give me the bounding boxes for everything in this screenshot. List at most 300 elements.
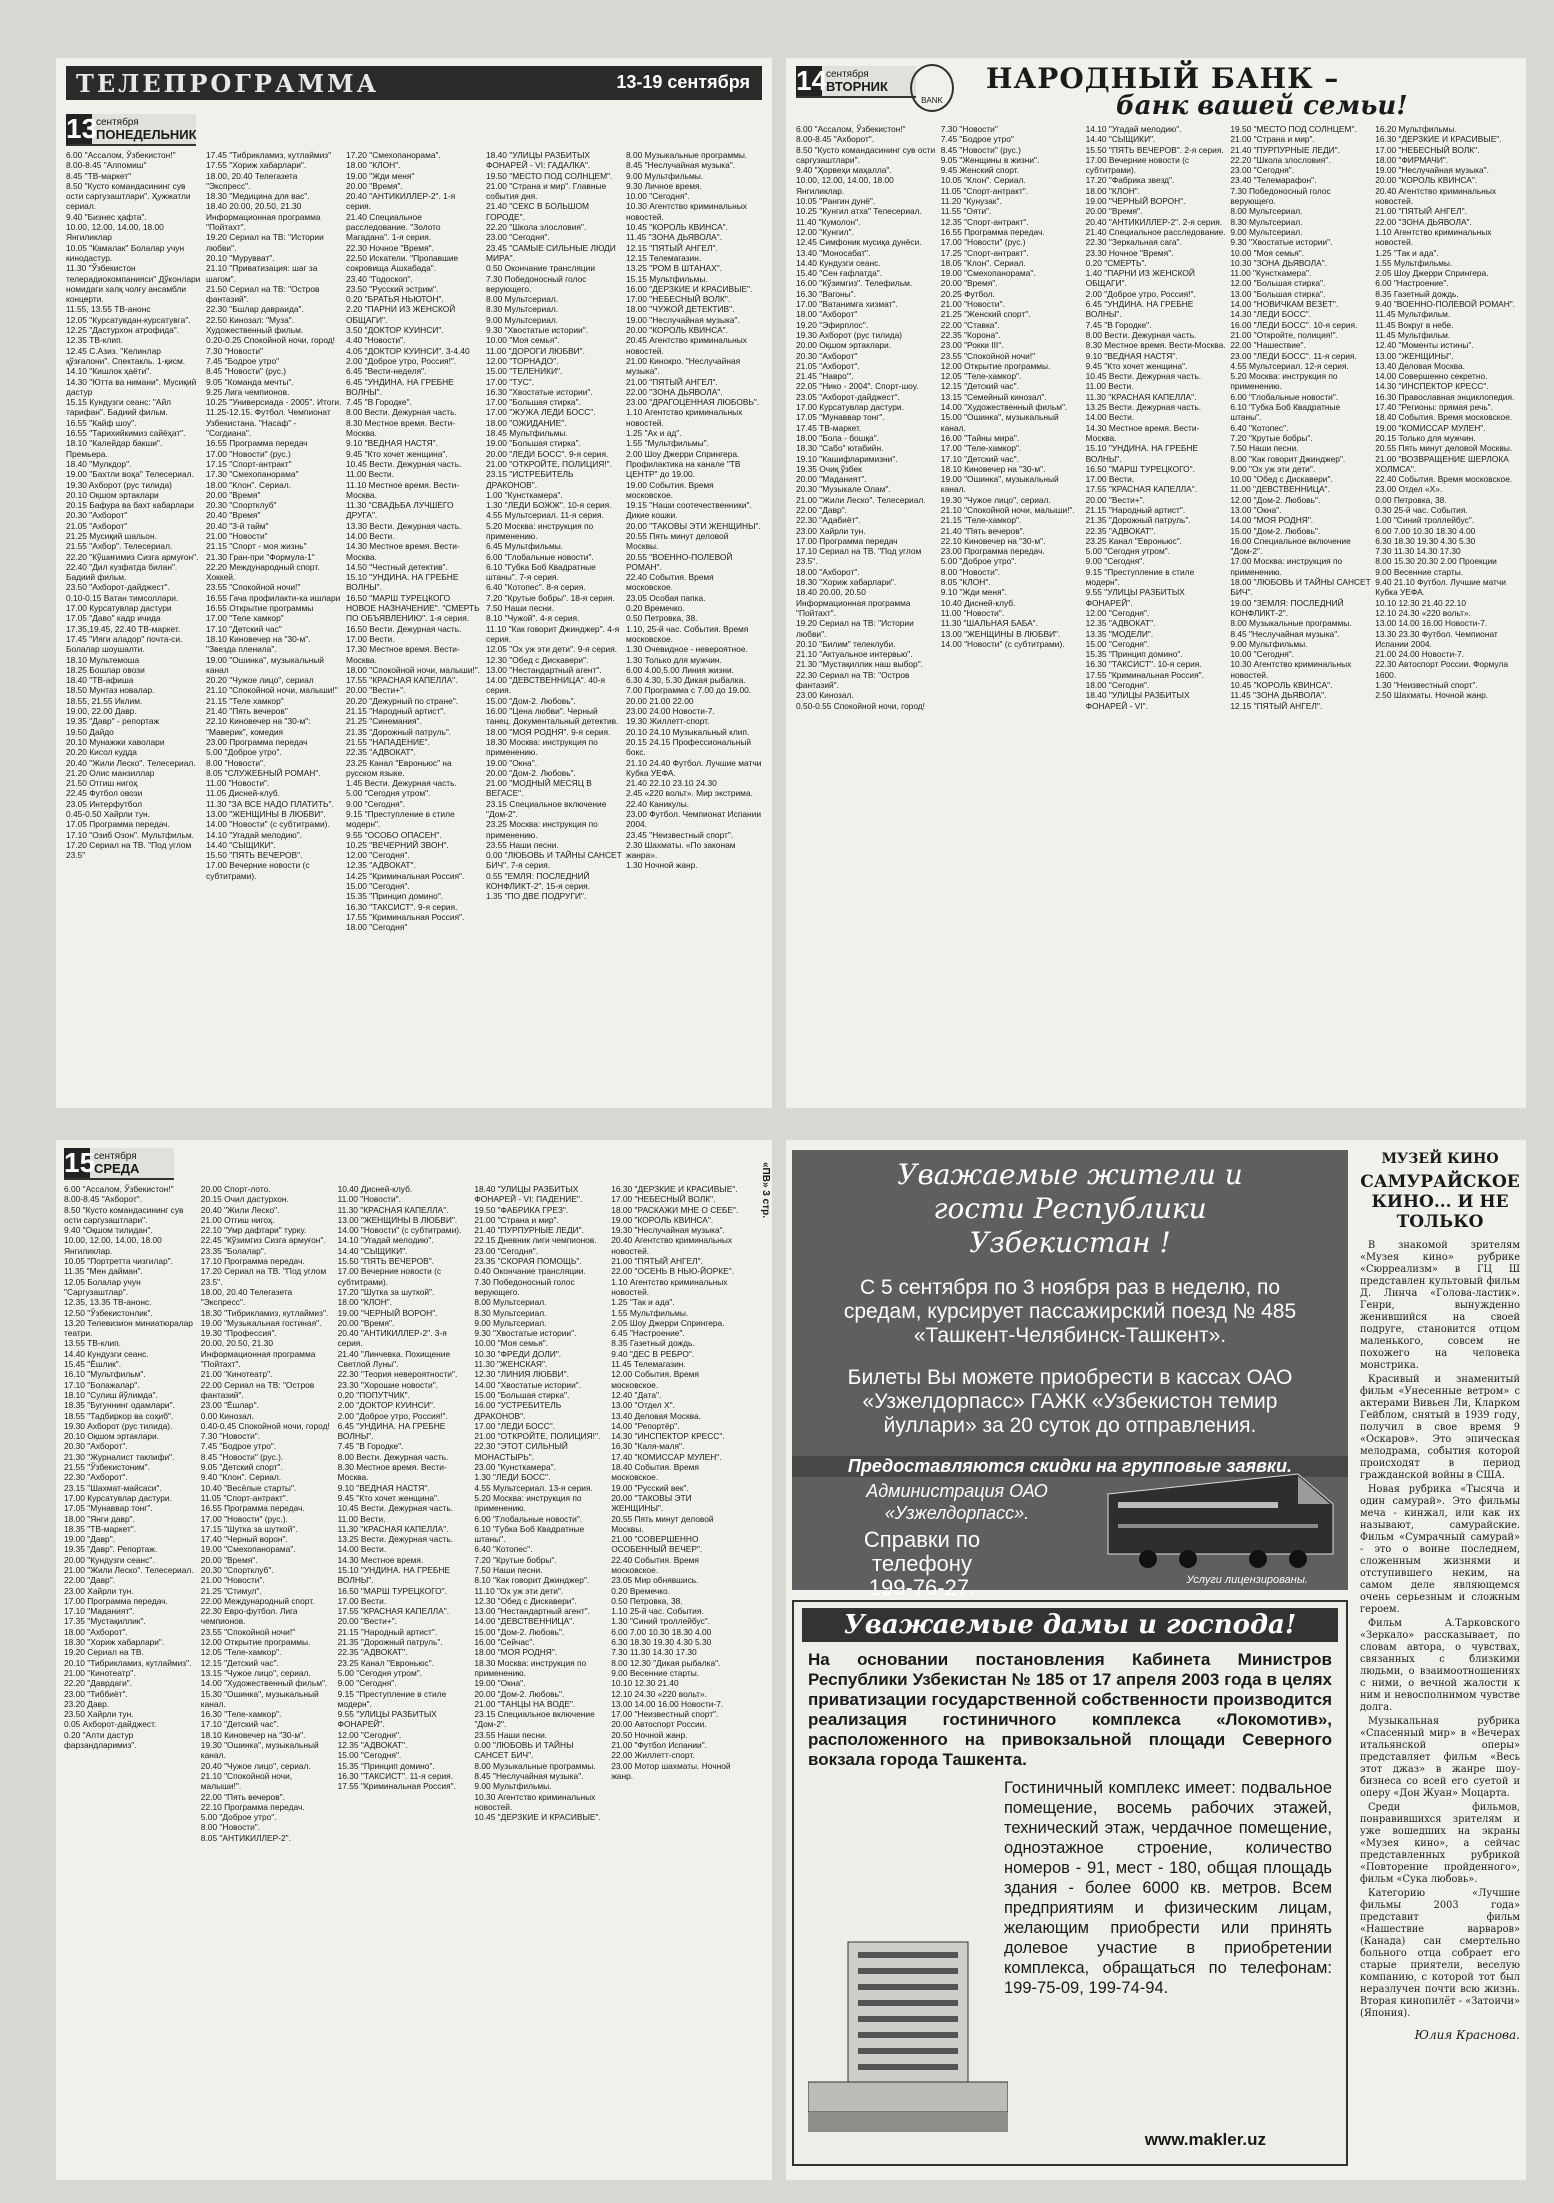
program-listing: 18.50 Мунтаз новалар. (66, 685, 155, 696)
program-listing: 23.00 "Сегодня". (486, 232, 550, 243)
program-listing: 19.00 "ЧЕРНЫЙ ВОРОН". (1085, 196, 1186, 207)
program-listing: 22.00 "Нашествие". (1230, 340, 1306, 351)
program-listing: 17.00 Курсатувлар дастури. (64, 1492, 172, 1503)
program-listing: 17.00 Вести. (1085, 474, 1135, 485)
program-listing: 17.00 Вести. (337, 1595, 387, 1606)
program-listing: 20.00 Спорт-лото. (200, 1184, 271, 1194)
program-listing: 8.10 "Чужой". 4-я серия. (486, 613, 580, 624)
program-listing: 22.00 "Давр". (796, 504, 847, 515)
program-listing: 21.00 "ОТКРОЙТЕ, ПОЛИЦИЯ!". (474, 1431, 601, 1442)
train-ad (792, 1150, 1348, 1600)
program-listing: 10.25 "ВЕЧЕРНИЙ ЗВОН". (346, 839, 449, 850)
program-listing: 20.10 Мунажжи хаволари (66, 736, 165, 747)
program-listing: 14.00 "Художественный фильм". (940, 402, 1068, 413)
program-listing: 23.55 Наши песни. (486, 839, 559, 850)
program-listing: 19.00 "Русский век". (611, 1482, 689, 1493)
program-listing: 19.00 "КОМИССАР МУЛЕН". (1375, 422, 1486, 433)
program-listing: 23.00 Программа передач (206, 736, 308, 747)
program-listing: 20.00 "Вести+". (337, 1616, 397, 1627)
program-listing: 20.20 Кисол кудда (66, 747, 137, 758)
program-listing: 20.40 "Жили Леско". Телесериал. (66, 757, 196, 768)
program-listing: 19.35 "Давр". Репортаж. (64, 1544, 158, 1555)
program-listing: 18.00 "ОЖИДАНИЕ". (486, 417, 567, 428)
program-listing: 17.00 Москва: инструкция по применению. (1230, 556, 1343, 577)
program-listing: 18.00 "Бола - бошқа". (796, 432, 880, 443)
program-listing: 6.00 "Настроение". (1375, 278, 1449, 289)
hotel-ad-body: На основании постановления Кабинета Министров Республики Узбекистан № 185 от 17 апреля 2003 года в целях приватизации государственной собственности производится реализация гостиничного комплекса «Локомотив», расположенного на привокзальной площади Северного вокзала города Ташкента. (808, 1650, 1332, 1769)
program-listing: 22.00 Жиллетт-спорт. (611, 1750, 695, 1761)
program-listing: 21.00 "ПЯТЫЙ АНГЕЛ". (626, 376, 718, 387)
program-listing: 23.15 Специальное включение "Дом-2". (486, 798, 607, 819)
program-listing: 13.40 "Моносабат". (796, 247, 871, 258)
program-listing: 17.00 Курсатувлар дастури (66, 603, 172, 614)
program-listing: 8.30 Мультсериал. (1230, 216, 1303, 227)
program-listing: 20.00 "Время" (206, 489, 261, 500)
program-listing: 11.10 "Как говорит Джинджер". 4-я серия. (486, 623, 620, 644)
train-ad-admin: Администрация ОАО «Узжелдорпасс». (866, 1481, 1048, 1523)
program-listing: 18.30 Москва: инструкция по применению. (474, 1657, 587, 1678)
program-listing: 20.00 "ТАКОВЫ ЭТИ ЖЕНЩИНЫ". (626, 520, 761, 531)
program-listing: 6.45 "УНДИНА. НА ГРЕБНЕ ВОЛНЫ". (1085, 299, 1194, 320)
program-listing: 18.35 "ТВ-маркет". (64, 1523, 137, 1534)
hotel-ad-website: www.makler.uz (1144, 2130, 1266, 2149)
program-listing: 17.10 "Детский час". (940, 453, 1019, 464)
article-masthead: МУЗЕЙ КИНО (1381, 1151, 1499, 1167)
program-listing: 18.00 "РАСКАЖИ МНЕ О СЕБЕ". (611, 1204, 739, 1215)
program-listing: 10.05 "Клон". Сериал. (940, 175, 1026, 186)
program-listing: 8.00 Музыкальные программы. (626, 150, 748, 160)
program-listing: 19.50 "ФАБРИКА ГРЕЗ". (474, 1204, 569, 1215)
program-listing: 8.00 "Новости". (206, 757, 266, 768)
program-listing: 17.10 "Детский час" (206, 623, 282, 634)
program-listing: 17.10 Сериал на ТВ. "Под углом 23.5". (796, 546, 922, 567)
program-listing: 0.20-0.25 Спокойной ночи, город! (206, 335, 336, 346)
program-column (206, 150, 342, 1098)
program-listing: 21.25 "Женский спорт". (940, 309, 1031, 320)
program-listing: 21.00 "Страна и мир". Главные события дня. (486, 180, 607, 202)
program-listing: 17.00 Вести. (346, 633, 395, 644)
program-listing: 18.10 Киновечер на "30-м". (940, 463, 1046, 474)
program-listing: 15.15 Кундузги сеанс: "Айл тарифан". Бадиий фильм. (66, 397, 172, 418)
program-listing: 14.30 "ЛЕДИ БОСС". (1230, 309, 1312, 320)
program-listing: 23.25 Москва: инструкция по применению. (486, 819, 598, 840)
program-listing: 3.50 "ДОКТОР КУИНСИ". (346, 325, 444, 336)
program-listing: 6.00 "Ассалом, Ўзбекистон!" (66, 150, 176, 160)
program-listing: 8.50 "Кусто командасининг сув ости саргузаштлари". (64, 1204, 184, 1225)
program-column (611, 1184, 744, 2170)
program-listing: 20.40 "Время" (206, 510, 261, 521)
program-listing: 20.55 Пять минут деловой Москвы. (626, 530, 729, 552)
program-listing: 15.00 "Ошинка", музыкальный канал. (940, 412, 1059, 433)
program-listing: 0.20 "Алти дастур фарзандларимиз". (64, 1729, 137, 1751)
program-listing: 22.20 "Кўшиғимиз Сизга армуғон". (66, 551, 199, 562)
program-listing: 17.20 Сериал на ТВ. "Под углом 23.5" (66, 839, 192, 861)
program-listing: 20.55 Пять минут деловой Москвы. (1375, 443, 1513, 454)
program-listing: 11.40 "Кумолон". (796, 216, 861, 227)
program-listing: 11.00 Вести. (1085, 381, 1134, 392)
program-listing: 2.30 Шахматы. «По законам жанра». (626, 839, 736, 861)
program-listing: 8.45 "Неслучайная музыка". (626, 160, 736, 171)
article-paragraph: Музыкальная рубрика «Спасенный мир» в «Вечерах итальянской оперы» представляет фильм «Весь этот джаз» в жанре шоу-бизнеса со всей его суетой и оперу «Дон Жуан» Моцарта. (1360, 1716, 1520, 1799)
day-weekday: ПОНЕДЕЛЬНИК (96, 127, 197, 142)
program-listing: 6.40 "Котопес". (474, 1544, 533, 1555)
program-listing: 12.35 ТВ-клип. (66, 335, 123, 346)
program-listing: 7.45 "В Городке". (337, 1441, 404, 1452)
program-listing: 16.20 Мультфильмы. (1375, 124, 1457, 134)
program-listing: 16.30 Православная энциклопедия. (1375, 391, 1515, 402)
program-listing: 23.40 "Годоскоп". (346, 273, 413, 284)
program-listing: 1.45 Вести. Дежурная часть. (346, 778, 457, 789)
program-listing: 17.05 Программа передач. (66, 819, 170, 830)
program-listing: 0.20 "СМЕРТЬ". (1085, 257, 1147, 268)
hotel-building-icon (808, 1922, 1008, 2132)
program-listing: 20.00 "Время". (940, 278, 998, 289)
program-listing: 17.20 "Шутка за шуткой". (337, 1286, 435, 1297)
program-listing: 11.05 "Спорт-антракт". (200, 1492, 289, 1503)
program-listing: 9.05 "Детский спорт". (200, 1462, 283, 1473)
program-listing: 21.00 Отгиш нигоҳ. (200, 1214, 275, 1225)
program-listing: 17.00 "ЖУЖА ЛЕДИ БОСС". (486, 407, 596, 418)
program-listing: 23.35 "Болалар". (200, 1245, 267, 1256)
program-listing: 21.05 "Ахборот". (796, 360, 860, 371)
program-listing: 20.00 21.00 22.00 (626, 695, 694, 706)
program-listing: 9.00 Мультфильмы. (474, 1781, 552, 1792)
program-listing: 2.00 "ДОКТОР КУИНСИ". (337, 1400, 436, 1411)
program-listing: 8.30 Мультсериал. (474, 1307, 547, 1318)
program-listing: 18.55, 21.55 Иклим. (66, 695, 143, 706)
program-listing: 21.00 "Кинотеатр". (64, 1667, 136, 1678)
program-listing: 13.25 Вести. Дежурная часть. (337, 1534, 454, 1545)
program-listing: 0.50 Петровка, 38. (626, 613, 698, 624)
program-listing: 17.00 "Неизвестный спорт". (611, 1709, 719, 1720)
program-listing: 17.10 "Маданият". (64, 1606, 135, 1617)
program-listing: 15.50 "ПЯТЬ ВЕЧЕРОВ". 2-я серия. (1085, 144, 1224, 155)
program-listing: 10.45 "КОРОЛЬ КВИНСА". (1230, 680, 1333, 691)
program-listing: 14.00 "МОЯ РОДНЯ". (1230, 515, 1314, 526)
program-listing: 16.30 "ДЕРЗКИЕ И КРАСИВЫЕ". (1375, 134, 1502, 145)
program-listing: 15.30 "Ошинка", музыкальный канал. (200, 1688, 319, 1709)
program-listing: 11.30 "Ўзбекистон телерадиокомпанияси" Дўконлари номидаги халқ чолғу ансамбли концерти. (66, 263, 201, 305)
program-listing: 13.15 "Семейный кинозал". (940, 391, 1047, 402)
program-listing: 14.10 "Угадай мелодию". (206, 829, 303, 840)
day-number: 13 (66, 113, 98, 144)
program-listing: 21.00 "ОТКРОЙТЕ, ПОЛИЦИЯ!". (486, 458, 612, 469)
program-listing: 19.30 Ахборот (рус тилида) (796, 329, 903, 340)
program-listing: 14.10 "Кишлок ҳаёти". (66, 366, 152, 377)
program-listing: 15.35 "Принцип домино". (346, 891, 444, 902)
program-listing: 15.10 "УНДИНА. НА ГРЕБНЕ ВОЛНЫ". (337, 1564, 450, 1586)
day-header-wednesday (64, 1148, 174, 1180)
program-listing: 10.00, 12.00, 14.00, 18.00 Янгиликлар (66, 222, 164, 243)
program-listing: 21.40 "Линчевка. Похищение Светлой Луны". (337, 1348, 451, 1370)
program-listing: 23.40 "Телемарафон". (1230, 175, 1317, 186)
program-listing: 23.20 Давр. (64, 1698, 110, 1709)
program-listing: 21.35 "Дорожный патруль". (346, 726, 452, 737)
program-listing: 11.45 Телемагазин. (611, 1359, 686, 1370)
program-listing: 12.05 "Ох уж эти дети". 9-я серия. (486, 644, 618, 655)
program-listing: 10.40 Дисней-клуб. (337, 1184, 413, 1194)
program-listing: 10.00 "Сегодня". (1230, 649, 1295, 660)
program-listing: 15.00 "Большая стирка". (474, 1389, 570, 1400)
train-ad-discount: Предоставляются скидки на групповые заявки. (792, 1456, 1348, 1477)
program-listing: 0.30 25-й час. События. (1375, 504, 1468, 515)
program-listing: 9.45 "Кто хочет женщина". (1085, 360, 1188, 371)
program-listing: 16.55 Открытие программы (206, 603, 314, 614)
program-listing: 22.10 "Умр дафтари" турку. (200, 1225, 307, 1236)
program-listing: 21.30 "Мустақиллик наш выбор". (796, 659, 924, 670)
program-listing: 11.45 Мультфильм. (1375, 329, 1451, 340)
program-listing: 21.00 Кинокро. "Неслучайная музыка". (626, 355, 741, 377)
program-listing: 16.55 Программа передач. (940, 226, 1045, 237)
program-listing: 10.00 "Моя семья". (486, 335, 560, 346)
tv-page-wednesday (56, 1140, 772, 2180)
program-listing: 13.25 Вести. Дежурная часть. (1085, 402, 1202, 413)
program-listing: 11.45 "ЗОНА ДЬЯВОЛА". (626, 232, 723, 243)
program-listing: 21.00 "Откройте, полиция!". (1230, 329, 1338, 340)
program-listing: 15.00 "Дом-2. Любовь". (1230, 525, 1321, 536)
program-listing: 0.20 "ПОПУТЧИК". (337, 1389, 410, 1400)
program-listing: 12.10 24.30 «220 вольт». (611, 1688, 707, 1699)
program-listing: 17.00 "Новости" (рус.) (940, 237, 1026, 248)
program-listing: 22.00 Международный спорт. (200, 1595, 315, 1606)
program-listing: 21.20 Олис манзиллар (66, 767, 155, 778)
program-listing: 8.50 "Кусто командасининг сув ости саргузаштлари". Ҳужжатли сериал. (66, 180, 191, 212)
program-listing: 5.20 Москва: инструкция по применению. (474, 1492, 582, 1514)
bank-slogan: банк вашей семьи! (1116, 91, 1408, 121)
program-listing: 4.55 Мультсериал. 12-я серия. (1230, 360, 1349, 371)
program-listing: 16.30 "Вагоны". (796, 288, 856, 299)
program-listing: 19.30 "Чужое лицо", сериал. (940, 494, 1051, 505)
program-listing: 21.35 "Дорожный патруль". (1085, 515, 1191, 526)
program-listing: 16.10 "Мультфильм". (64, 1369, 146, 1380)
program-listing: 16.55 Программа передач. (200, 1503, 305, 1514)
program-listing: 19.00 "ЗЕМЛЯ: ПОСЛЕДНИЙ КОНФЛИКТ-2". (1230, 597, 1344, 618)
program-listing: 0.40-0.45 Спокойной ночи, город! (200, 1420, 330, 1431)
program-listing: 21.50 Сериал на ТВ: "Остров фантазий". (206, 283, 320, 305)
program-listing: 10.05 "Рангин дунё". (796, 196, 876, 207)
program-listing: 1.30 Очевидное - невероятное. (626, 644, 748, 655)
program-listing: 20.55 "ВОЕННО-ПОЛЕВОЙ РОМАН". (626, 551, 733, 572)
program-listing: 23.15 "Шахмат-майсаси". (64, 1482, 162, 1493)
program-listing: 22.05 "Нико - 2004". Спорт-шоу. (796, 381, 919, 392)
program-listing: 12.00 Открытие программы. (940, 360, 1051, 371)
program-listing: 17.00 "Большая стирка". (486, 397, 581, 408)
program-listing: 16.00 "Сейчас". (474, 1637, 535, 1648)
program-listing: 18.00 "МОЯ РОДНЯ". 9-я серия. (486, 726, 611, 737)
program-listing: 16.30 "Теле-хамкор". (200, 1709, 282, 1720)
program-listing: 17.00 "Теле хамкор" (206, 613, 284, 624)
train-ad-phone-label: Справки по телефону (863, 1527, 981, 1576)
program-listing: 17.10 Программа передач. (200, 1256, 305, 1267)
program-listing: 23.05 Мир обнявшись. (611, 1575, 699, 1586)
program-listing: 7.30 "Новости" (940, 124, 998, 134)
program-listing: 20.30 "Ахборот" (66, 510, 128, 521)
program-listing: 2.45 «220 вольт». Мир экстрима. (626, 788, 753, 799)
program-listing: 19.00 "Неслучайная музыка". (1375, 165, 1489, 176)
program-listing: 13.00 "ЖЕНЩИНЫ". (1375, 350, 1454, 361)
program-listing: 22.20 "Школа злословия". (1230, 154, 1331, 165)
program-listing: 21.00 "Новости". (940, 299, 1005, 310)
program-listing: 16.50 "МАРШ ТУРЕЦКОГО НОВОЕ НАЗНАЧЕНИЕ". "СМЕРТЬ ПО ОБЪЯВЛЕНИЮ". 1-я серия. (346, 592, 480, 624)
program-listing: 9.10 "Жди меня". (940, 587, 1007, 598)
program-listing: 9.45 "Кто хочет женщина". (346, 448, 448, 459)
program-listing: 16.00 Специальное включение "Дом-2". (1230, 535, 1351, 557)
program-listing: 6.40 "Котопес". (1230, 422, 1289, 433)
program-listing: 21.05 "Ахборот" (66, 520, 128, 531)
program-listing: 22.45 "Кўзимгиз Сизга армуғон". (200, 1235, 326, 1246)
program-listing: 22.00 Сериал на ТВ: "Остров фантазий". (200, 1379, 315, 1400)
program-listing: 6.45 "Настроение". (611, 1328, 685, 1339)
program-listing: 17.00 Вечерние новости (с субтитрами). (206, 860, 310, 881)
program-listing: 9.15 "Преступление в стиле модерн". (346, 809, 455, 830)
program-listing: 18.40 События. Время московское. (611, 1462, 699, 1483)
program-listing: 9.30 "Хвостатые истории". (486, 325, 589, 336)
program-listing: 13.00 "ЖЕНЩИНЫ В ЛЮБВИ". (206, 809, 326, 819)
program-listing: 6.45 "УНДИНА. НА ГРЕБНЕ ВОЛНЫ". (346, 376, 454, 397)
program-listing: 4.55 Мультсериал. 13-я серия. (474, 1482, 593, 1493)
program-listing: 18.55 "Тадбиркор ва соҳиб". (64, 1410, 174, 1421)
program-listing: 9.00 Мультсериал. (474, 1317, 547, 1328)
hotel-ad-details: Гостиничный комплекс имеет: подвальное помещение, восемь рабочих этажей, технический этаж, чердачное помещение, одноэтажное строение, количество номеров - 91, мест - 180, общая площадь здания - более 6000 кв. метров. Всем предприятиям и физическим лицам, желающим приобрести или принять долевое участие в приобретении комплекса, обращаться по телефонам: 199-75-09, 199-74-94. (1004, 1779, 1332, 1997)
program-listing: 23.50 "Ахборот-дайджест". (66, 582, 170, 593)
program-listing: 19.20 Сериал на ТВ: "Истории любви". (796, 618, 914, 639)
program-listing: 10.45 Вести. Дежурная часть. (1085, 371, 1202, 382)
program-listing: 12.05 Болалар учун "Саргузаштлар". (64, 1276, 141, 1297)
program-listing: 21.30 "Журналист таклифи". (64, 1451, 175, 1462)
program-column (486, 150, 622, 1098)
program-listing: 18.00 "ЛЮБОВЬ И ТАЙНЫ САНСЕТ БИЧ". (1230, 577, 1371, 598)
program-listing: 23.45 "Неизвестный спорт". (626, 829, 734, 840)
program-listing: 16.55 Программа передач (206, 438, 308, 449)
program-listing: 6.00 "Ассалом, Ўзбекистон!" (796, 124, 906, 134)
program-listing: 0.00 Кинозал. (200, 1410, 254, 1421)
program-listing: 17.05 "Даво" кадр ичида (66, 613, 161, 624)
program-listing: 9.10 "ВЕДНАЯ НАСТЯ". (1085, 350, 1178, 361)
program-listing: 21.00 "ПЯТЫЙ АНГЕЛ". (611, 1256, 703, 1267)
program-listing: 2.00 "Доброе утро, Россия!". (337, 1410, 448, 1421)
program-listing: 13.00 "Нестандартный агент". (474, 1606, 591, 1617)
program-listing: 18.00 "КЛОН". (346, 160, 401, 171)
program-listing: 18.05 "Клон". Сериал. (940, 257, 1026, 268)
program-listing: 9.00 "Сегодня". (346, 798, 405, 809)
program-listing: 0.20 Времечко. (626, 603, 685, 614)
program-listing: 14.40 "СЫЩИКИ". (206, 839, 276, 850)
program-listing: 6.30 18.30 19.30 4.30 5.30 (611, 1637, 712, 1648)
program-listing: 9.00 "Сегодня". (337, 1678, 397, 1689)
program-listing: 11.35 "Мен дайман". (64, 1266, 143, 1277)
program-listing: 21.15 "Народный артист". (346, 706, 446, 717)
program-listing: 12.05 "Теле-хамкор". (940, 371, 1022, 382)
program-listing: 1.00 "Синий троллейбус". (1375, 515, 1475, 526)
program-listing: 21.00 "Футбол Испании". (611, 1740, 708, 1751)
program-listing: 17.40 "Регионы: прямая речь". (1375, 402, 1493, 413)
program-listing: 9.25 Лига чемпионов. (206, 386, 290, 397)
program-listing: 5.20 Москва: инструкция по применению. (486, 520, 594, 541)
program-listing: 8.10 "Как говорит Джинджер". (474, 1575, 590, 1586)
program-listing: 17.00 "НЕБЕСНЫЙ ВОЛК". (626, 294, 731, 305)
program-listing: 10.00 "Моя семья". (474, 1338, 549, 1349)
program-listing: 16.00 "Тайны мира". (940, 432, 1020, 443)
program-listing: 14.00 Вести. (346, 530, 395, 541)
program-listing: 11.30 "КРАСНАЯ КАПЕЛЛА". (1085, 391, 1197, 402)
program-listing: 17.55 "Криминальная Россия". (337, 1781, 456, 1792)
program-listing: 11.55, 13.55 ТВ-анонс (66, 304, 151, 315)
program-listing: 19.50 "МЕСТО ПОД СОЛНЦЕМ". (486, 170, 613, 181)
program-listing: 12.35 "АДВОКАТ". (346, 860, 416, 871)
program-listing: 20.10 Оқшом эртаклари (66, 489, 159, 500)
program-listing: 20.40 "3-й тайм" (206, 520, 269, 531)
program-listing: 18.00 "ФИРМАЧИ". (1375, 154, 1449, 165)
program-listing: 20.30 "Ахборот" (796, 350, 858, 361)
program-listing: 23.05 Особая папка. (626, 592, 706, 603)
program-listing: 1.25 "Так и ада". (1375, 247, 1439, 258)
program-listing: 22.30 "Бшлар давраида". (206, 304, 304, 315)
program-listing: 21.40 "ПУРПУРНЫЕ ЛЕДИ". (474, 1225, 584, 1236)
program-listing: 12.25 "Дастурхон атрофида". (66, 325, 180, 336)
train-ad-tickets: Билеты Вы можете приобрести в кассах ОАО «Узжелдорпасс» ГАЖК «Узбекистон темир йуллари» за 20 суток до отправления. (847, 1366, 1293, 1437)
program-listing: 17.40 "Черный ворон". (200, 1534, 288, 1545)
program-listing: 14.25 "Криминальная Россия". (346, 870, 465, 881)
program-listing: 17.45 "Тибрикламиз, кутлаймиз" (206, 150, 332, 160)
program-listing: 12.45 Симфоник мусиқа дунёси. (796, 237, 922, 248)
program-listing: 22.00 "Пять вечеров". (200, 1791, 285, 1802)
program-listing: 8.45 "Новости" (рус.). (200, 1451, 284, 1462)
program-listing: 11.00 "Новости". (337, 1194, 401, 1205)
program-listing: 12.35 "Спорт-антракт". (940, 216, 1029, 227)
program-listing: 20.10 "Тибрикламиз, кутлаймиз". (64, 1657, 192, 1668)
program-listing: 21.15 "Народный артист". (1085, 504, 1186, 515)
program-listing: 20.00 "Дом-2. Любовь". (474, 1688, 565, 1699)
program-listing: 15.00 "ТЕЛЕНИКИ". (486, 366, 563, 377)
program-listing: 20.00 "Время". (1085, 206, 1143, 217)
program-column (626, 150, 762, 1098)
program-listing: 12.50 "Ўзбекистонлик". (64, 1307, 153, 1318)
page-number: «ПВ» 3 стр. (760, 1162, 771, 1218)
tv-page-monday (56, 58, 772, 1108)
program-listing: 15.35 "Принцип домино". (1085, 649, 1183, 660)
program-listing: 18.35 "Бугуннинг одамлари". (64, 1400, 175, 1411)
program-listing: 14.00 Совершенно секретно. (1375, 371, 1488, 382)
program-listing: 12.00 "Дом-2. Любовь". (1230, 494, 1321, 505)
program-listing: 20.15 Бафура ва бахт кабарлари (66, 500, 194, 511)
program-listing: 8.35 Газетный дождь. (1375, 288, 1459, 299)
day-month: сентября (826, 69, 869, 80)
program-listing: 1.30 Ночной жанр. (626, 860, 698, 871)
program-listing: 19.00 "Ошинка", музыкальный канал (206, 654, 324, 675)
program-listing: 13.00 "Нестандартный агент". (486, 664, 602, 675)
program-listing: 0.00 Петровка, 38. (1375, 494, 1447, 505)
program-listing: 20.20 "Чужое лицо", сериал (206, 675, 314, 686)
program-listing: 12.15 "ПЯТЫЙ АНГЕЛ". (626, 242, 718, 253)
program-listing: 14.10 "Угадай мелодию". (337, 1235, 434, 1246)
program-listing: 12.30 "Обед с Дискавери". (486, 654, 589, 665)
program-listing: 10.00, 12.00, 14.00, 18.00 Янгиликлар. (796, 175, 894, 196)
program-listing: 23.00 Хайрли тун. (796, 525, 866, 536)
program-listing: 20.45 Агентство криминальных новостей. (626, 335, 747, 356)
program-listing: 11.30 "СВАДЬБА ЛУЧШЕГО ДРУГА". (346, 500, 454, 521)
program-listing: 14.00 "ДЕВСТВЕННИЦА". (474, 1616, 575, 1627)
day-header-monday (66, 114, 196, 146)
program-listing: 12.30 "ЛИНИЯ ЛЮБВИ". (474, 1369, 569, 1380)
program-listing: 21.00 "Страна и мир". (1230, 134, 1315, 145)
program-listing: 6.45 "Вести-неделя". (346, 366, 427, 377)
program-listing: 22.40 События. Время московское. (626, 572, 714, 593)
program-listing: 17.25 "Спорт-антракт". (940, 247, 1029, 258)
program-listing: 20.40 Агентство криминальных новостей. (1375, 185, 1497, 207)
program-listing: 16.00 "ДЕРЗКИЕ И КРАСИВЫЕ". (626, 283, 753, 294)
program-listing: 10.40 "Весёлые старты". (200, 1482, 297, 1493)
program-listing: 11.00 "Кунсткамера". (1230, 268, 1312, 279)
